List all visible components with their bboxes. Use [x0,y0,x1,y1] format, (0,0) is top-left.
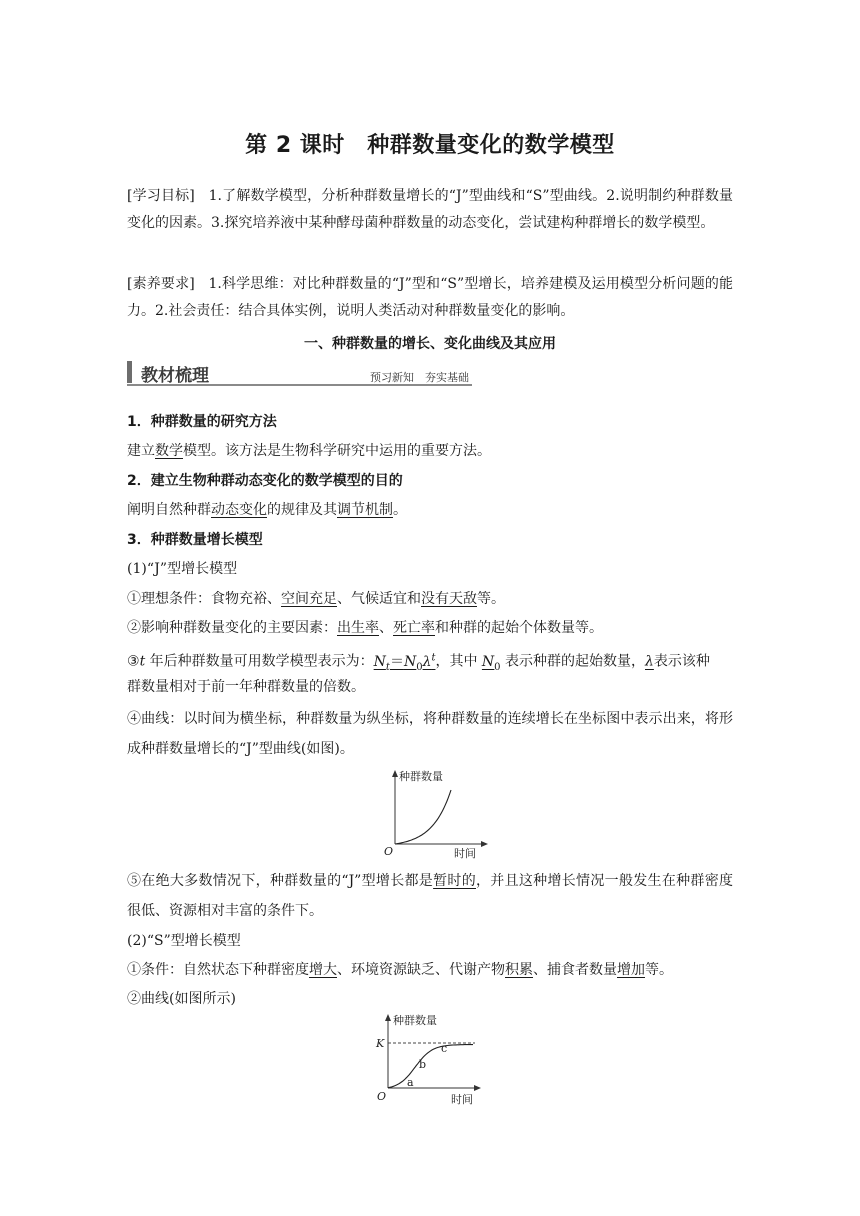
point-b-label: b [419,1058,427,1071]
j-curve [395,790,451,844]
blank-answer: 死亡率 [393,620,435,636]
blank-answer: 增加 [617,962,645,978]
banner-marker [127,361,132,383]
blank-answer: 调节机制 [337,502,393,518]
blank-answer: 积累 [505,962,533,978]
blank-answer: λ [645,653,654,670]
x-axis-arrow [481,841,488,847]
s1-text: 建立数学模型。该方法是生物科学研究中运用的重要方法。 [127,443,491,459]
blank-answer: 空间充足 [281,591,337,607]
formula-answer: $N_t=N_0\lambda^t$ [373,652,436,673]
s-condition: ①条件：自然状态下种群密度增大、环境资源缺乏、代谢产物积累、捕食者数量增加等。 [127,962,673,978]
j-heading: (1)“J”型增长模型 [127,561,238,577]
j-curve-desc: ④曲线：以时间为横坐标，种群数量为纵坐标，将种群数量的连续增长在坐标图中表示出来，将形成种群数量增长的“J”型曲线(如图)。 [127,711,733,757]
blank-answer: 动态变化 [211,502,267,518]
point-c-label: c [441,1042,448,1055]
banner-title: 教材梳理 [141,366,209,386]
blank-answer: $N_0$ [481,653,501,673]
y-axis-arrow [385,1014,391,1021]
blank-answer: 暂时的 [433,873,476,889]
fig1-ylabel: 种群数量 [399,770,443,783]
s2-text: 阐明自然种群动态变化的规律及其调节机制。 [127,502,407,518]
literacy-requirements [127,271,733,325]
fig2-xlabel: 时间 [451,1093,473,1106]
fig1-xlabel: 时间 [454,847,476,860]
page-title: 第 2 课时 种群数量变化的数学模型 [245,133,615,158]
j-curve-figure [378,768,490,862]
j-formula: ③t 年后种群数量可用数学模型表示为：$N_t=N_0\lambda^t$，其中 $N_0$ 表示种群的起始数量，λ表示该种 [127,652,710,673]
y-axis-arrow [392,770,398,777]
banner-rule [127,384,472,386]
objectives-label: [学习目标] [127,188,195,204]
x-axis-arrow [474,1085,481,1091]
s3-heading: 3．种群数量增长模型 [127,532,263,548]
blank-answer: 出生率 [337,620,379,636]
fig2-origin: O [377,1090,387,1103]
blank-answer: 数学 [155,443,183,459]
s1-heading: 1．种群数量的研究方法 [127,414,277,430]
k-label: K [376,1037,385,1050]
learning-objectives [127,183,733,237]
fig1-origin: O [384,845,394,858]
s-heading: (2)“S”型增长模型 [127,933,241,949]
blank-answer: 没有天敌 [421,591,477,607]
banner-subtitle: 预习新知 夯实基础 [370,371,469,384]
j-factors: ②影响种群数量变化的主要因素：出生率、死亡率和种群的起始个体数量等。 [127,620,603,636]
fig2-ylabel: 种群数量 [393,1014,437,1027]
requirements-label: [素养要求] [127,276,195,292]
point-a-label: a [407,1076,414,1089]
textbook-review-banner [127,361,733,387]
s-curve-figure [371,1012,483,1108]
section-title: 一、种群数量的增长、变化曲线及其应用 [304,336,556,352]
requirements-text: 1.科学思维：对比种群数量的“J”型和“S”型增长，培养建模及运用模型分析问题的能力。2.社会责任：结合具体实例，说明人类活动对种群数量变化的影响。 [127,276,733,319]
s-curve [388,1045,473,1088]
s2-heading: 2．建立生物种群动态变化的数学模型的目的 [127,473,403,489]
j-formula-line2: 群数量相对于前一年种群数量的倍数。 [127,679,365,695]
objectives-text: 1.了解数学模型，分析种群数量增长的“J”型曲线和“S”型曲线。2.说明制约种群数量变化的因素。3.探究培养液中某种酵母菌种群数量的动态变化，尝试建构种群增长的数学模型。 [127,188,733,231]
blank-answer: 增大 [309,962,337,978]
j-temporary: ⑤在绝大多数情况下，种群数量的“J”型增长都是暂时的，并且这种增长情况一般发生在种群密度很低、资源相对丰富的条件下。 [127,873,734,919]
j-condition: ①理想条件：食物充裕、空间充足、气候适宜和没有天敌等。 [127,591,505,607]
s-curve-desc: ②曲线(如图所示) [127,991,236,1007]
